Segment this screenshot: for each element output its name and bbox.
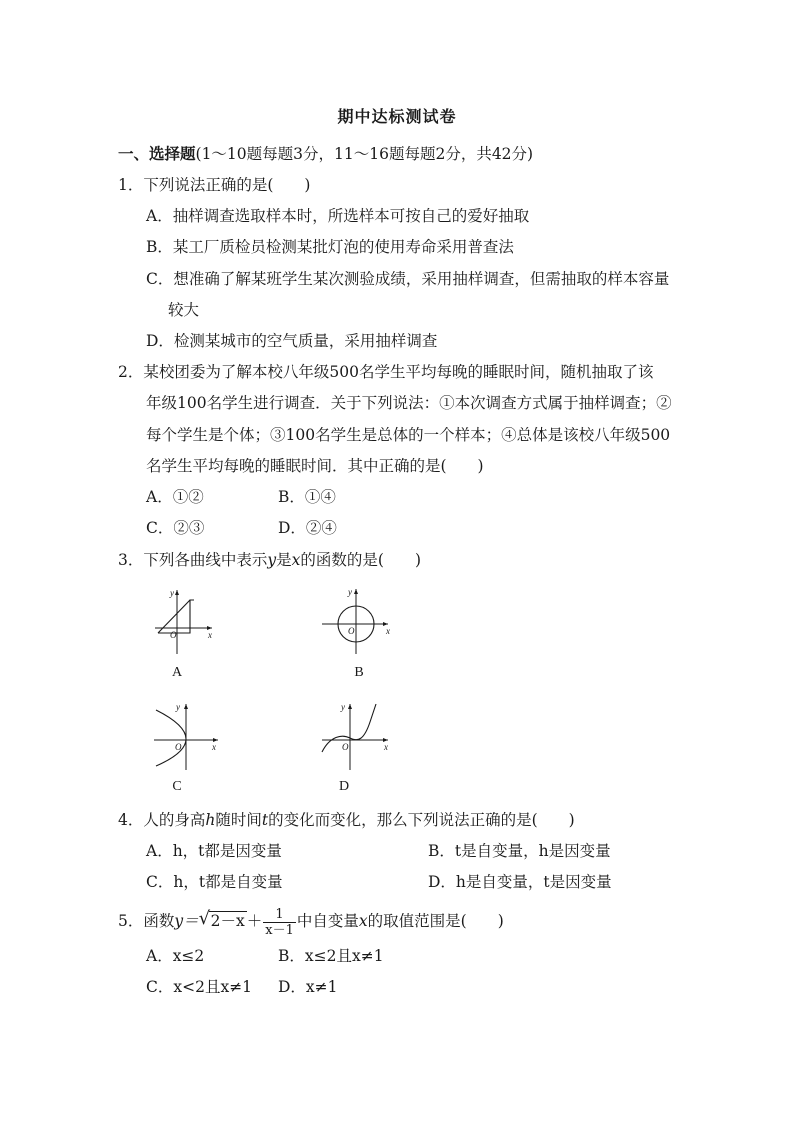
graph-a bbox=[150, 586, 225, 656]
q4-option-a: A．h，t都是因变量 bbox=[146, 842, 282, 860]
graph-d-origin-label: O bbox=[342, 742, 349, 752]
q5-option-d: D．x≠1 bbox=[278, 978, 338, 996]
q3-stem-part1: 3．下列各曲线中表示 bbox=[118, 551, 268, 569]
graph-b-y-arrow bbox=[354, 589, 358, 594]
q1-option-b: B．某工厂质检员检测某批灯泡的使用寿命采用普查法 bbox=[146, 238, 514, 256]
q4-stem bbox=[118, 810, 575, 830]
graph-c-y-label: y bbox=[176, 702, 180, 712]
q4-stem-part2: 随时间 bbox=[215, 811, 262, 829]
q1-option-c-line1: C．想准确了解某班学生某次测验成绩，采用抽样调查，但需抽取的样本容量 bbox=[146, 270, 670, 288]
graph-a-x-label: x bbox=[208, 630, 212, 640]
graph-c bbox=[150, 700, 230, 772]
graph-a-caption: A bbox=[171, 665, 183, 680]
q5-stem-part1: 5．函数 bbox=[118, 912, 175, 930]
q1-option-d: D．检测某城市的空气质量，采用抽样调查 bbox=[146, 332, 438, 350]
graph-d-y-label: y bbox=[341, 702, 345, 712]
q5-sqrt bbox=[199, 904, 247, 938]
q5-option-a: A．x≤2 bbox=[146, 947, 205, 965]
q3-var-x: x bbox=[291, 551, 301, 569]
q2-line2: 年级100名学生进行调查．关于下列说法：①本次调查方式属于抽样调查；② bbox=[146, 394, 672, 412]
graph-c-y-arrow bbox=[184, 704, 188, 709]
q4-option-c: C．h，t都是自变量 bbox=[146, 873, 283, 891]
graph-d-caption: D bbox=[338, 779, 350, 794]
graph-a-origin-label: O bbox=[170, 630, 177, 640]
q5-stem-part2: 中自变量 bbox=[296, 912, 359, 930]
q4-var-h: h bbox=[205, 811, 216, 829]
graph-b-y-label: y bbox=[348, 587, 352, 597]
q5-fraction bbox=[263, 907, 296, 938]
q4-option-d: D．h是自变量，t是因变量 bbox=[428, 873, 612, 891]
q3-stem bbox=[118, 550, 421, 570]
q2-option-d: D．②④ bbox=[278, 519, 337, 537]
q4-var-t: t bbox=[261, 811, 269, 829]
q2-line1: 2．某校团委为了解本校八年级500名学生平均每晚的睡眠时间，随机抽取了该 bbox=[118, 363, 654, 381]
graph-c-x-label: x bbox=[212, 742, 216, 752]
graph-d-curve bbox=[322, 704, 376, 752]
graph-d-y-arrow bbox=[348, 704, 352, 709]
graph-c-caption: C bbox=[172, 779, 182, 794]
section-heading bbox=[118, 144, 533, 164]
q5-option-b: B．x≤2且x≠1 bbox=[278, 947, 384, 965]
q5-expr-y: y＝ bbox=[174, 912, 199, 930]
graph-b-caption: B bbox=[354, 665, 364, 680]
sqrt-icon: √ bbox=[198, 908, 211, 929]
graph-b-x-label: x bbox=[386, 626, 390, 636]
q4-stem-part1: 4．人的身高 bbox=[118, 811, 206, 829]
q2-line4: 名学生平均每晚的睡眠时间．其中正确的是( ) bbox=[146, 457, 484, 475]
q1-option-a: A．抽样调查选取样本时，所选样本可按自己的爱好抽取 bbox=[146, 207, 530, 225]
section-label: 一、选择题 bbox=[118, 144, 196, 163]
graph-c-origin-label: O bbox=[175, 742, 182, 752]
q3-var-y: y bbox=[267, 551, 277, 569]
graph-d bbox=[318, 700, 398, 772]
q2-option-a: A．①② bbox=[146, 488, 204, 506]
q5-frac-den: x－1 bbox=[265, 922, 294, 938]
q5-plus: ＋ bbox=[246, 912, 263, 930]
q4-stem-part3: 的变化而变化，那么下列说法正确的是( ) bbox=[268, 811, 575, 829]
graph-d-x-label: x bbox=[384, 742, 388, 752]
graph-c-curve bbox=[156, 710, 186, 766]
q2-line3: 每个学生是个体；③100名学生是总体的一个样本；④总体是该校八年级500 bbox=[146, 426, 671, 444]
graph-a-y-label: y bbox=[170, 588, 174, 598]
q1-option-c-line2: 较大 bbox=[168, 301, 200, 319]
q3-stem-part2: 是 bbox=[276, 551, 292, 569]
q4-option-b: B．t是自变量，h是因变量 bbox=[428, 842, 611, 860]
exam-title: 期中达标测试卷 bbox=[337, 107, 457, 126]
q5-radicand: 2－x bbox=[210, 912, 245, 930]
q2-option-c: C．②③ bbox=[146, 519, 205, 537]
q3-stem-part3: 的函数的是( ) bbox=[300, 551, 422, 569]
q2-option-b: B．①④ bbox=[278, 488, 336, 506]
graph-b-origin-label: O bbox=[348, 626, 355, 636]
graph-a-y-arrow bbox=[175, 590, 179, 595]
q1-stem: 1．下列说法正确的是( ) bbox=[118, 176, 311, 194]
q5-stem bbox=[118, 904, 504, 938]
section-note: (1～10题每题3分，11～16题每题2分，共42分) bbox=[195, 145, 534, 163]
q5-frac-num: 1 bbox=[263, 907, 296, 923]
q5-var-x: x bbox=[358, 912, 368, 930]
q5-option-c: C．x<2且x≠1 bbox=[146, 978, 253, 996]
graph-b bbox=[318, 586, 398, 656]
q5-stem-part3: 的取值范围是( ) bbox=[367, 912, 504, 930]
